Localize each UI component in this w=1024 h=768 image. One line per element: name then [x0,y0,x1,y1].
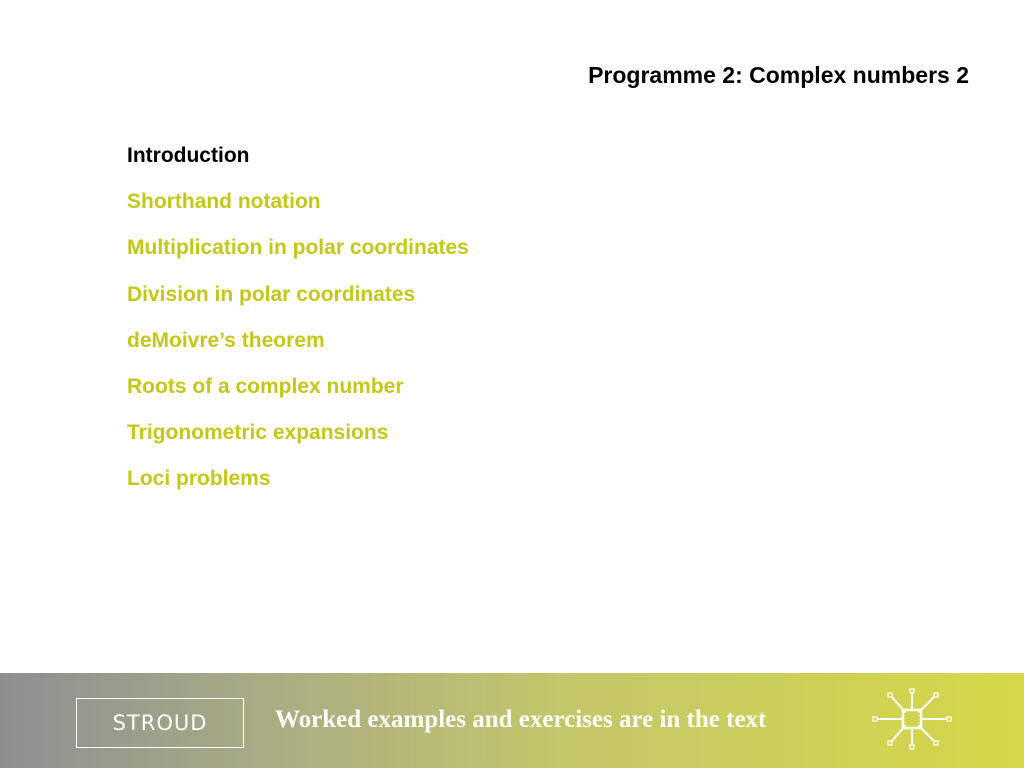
brand-logo: STROUD [76,698,244,748]
topic-item-loci-problems[interactable]: Loci problems [127,467,271,491]
network-hub-icon [872,687,954,751]
page-title: Programme 2: Complex numbers 2 [588,62,969,88]
topic-item-trigonometric-expansions[interactable]: Trigonometric expansions [127,421,389,445]
topic-item-shorthand-notation[interactable]: Shorthand notation [127,190,321,214]
topic-list [127,142,469,512]
topic-item-roots-complex-number[interactable]: Roots of a complex number [127,374,404,398]
topic-item-demoivre-theorem[interactable]: deMoivre’s theorem [127,328,325,352]
footer-note: Worked examples and exercises are in the text [275,706,767,733]
topic-item-introduction[interactable]: Introduction [127,144,250,167]
topic-item-division-polar[interactable]: Division in polar coordinates [127,282,416,306]
topic-item-multiplication-polar[interactable]: Multiplication in polar coordinates [127,236,469,260]
footer-band [0,673,1024,768]
